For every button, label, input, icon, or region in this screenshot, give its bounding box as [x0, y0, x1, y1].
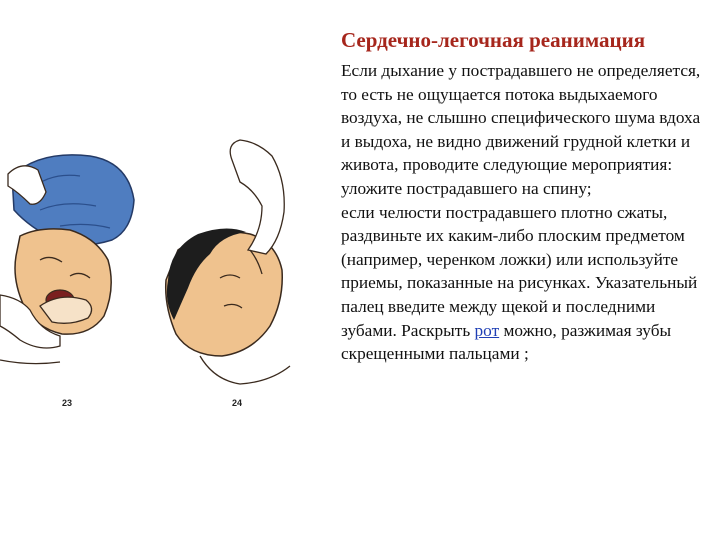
mouth-link[interactable]: рот: [474, 320, 500, 340]
paragraph-lay-on-back: уложите пострадавшего на спину;: [341, 178, 592, 198]
figure-24-number: 24: [232, 398, 243, 408]
paragraph-open-jaw: [341, 201, 713, 366]
figure-24-illustration: [166, 140, 290, 408]
first-aid-illustration: [0, 130, 300, 415]
paragraph-breathing-check: Если дыхание у пострадавшего не определяется, то есть не ощущается потока выдыхаемого воздуха, не слышно специфического шума вдоха и выдоха, не видно движений грудной клетки и живота, проводите следующие мероприятия:: [341, 61, 701, 175]
slide-title: Сердечно-легочная реанимация: [341, 28, 646, 52]
paragraph-open-jaw-text-start: если челюсти пострадавшего плотно сжаты, раздвиньте их каким-либо плоским предметом (например, черенком ложки) или используйте приемы, показанные на рисунках. Указательный палец введите между щекой и последними зубами. Раскрыть: [341, 202, 698, 340]
slide-body: [341, 59, 713, 366]
figure-23-illustration: [0, 155, 134, 408]
figure-23-number: 23: [62, 398, 73, 408]
paragraph-open-jaw-text-end: можно, разжимая зубы скрещенными пальцами ;: [341, 320, 672, 364]
